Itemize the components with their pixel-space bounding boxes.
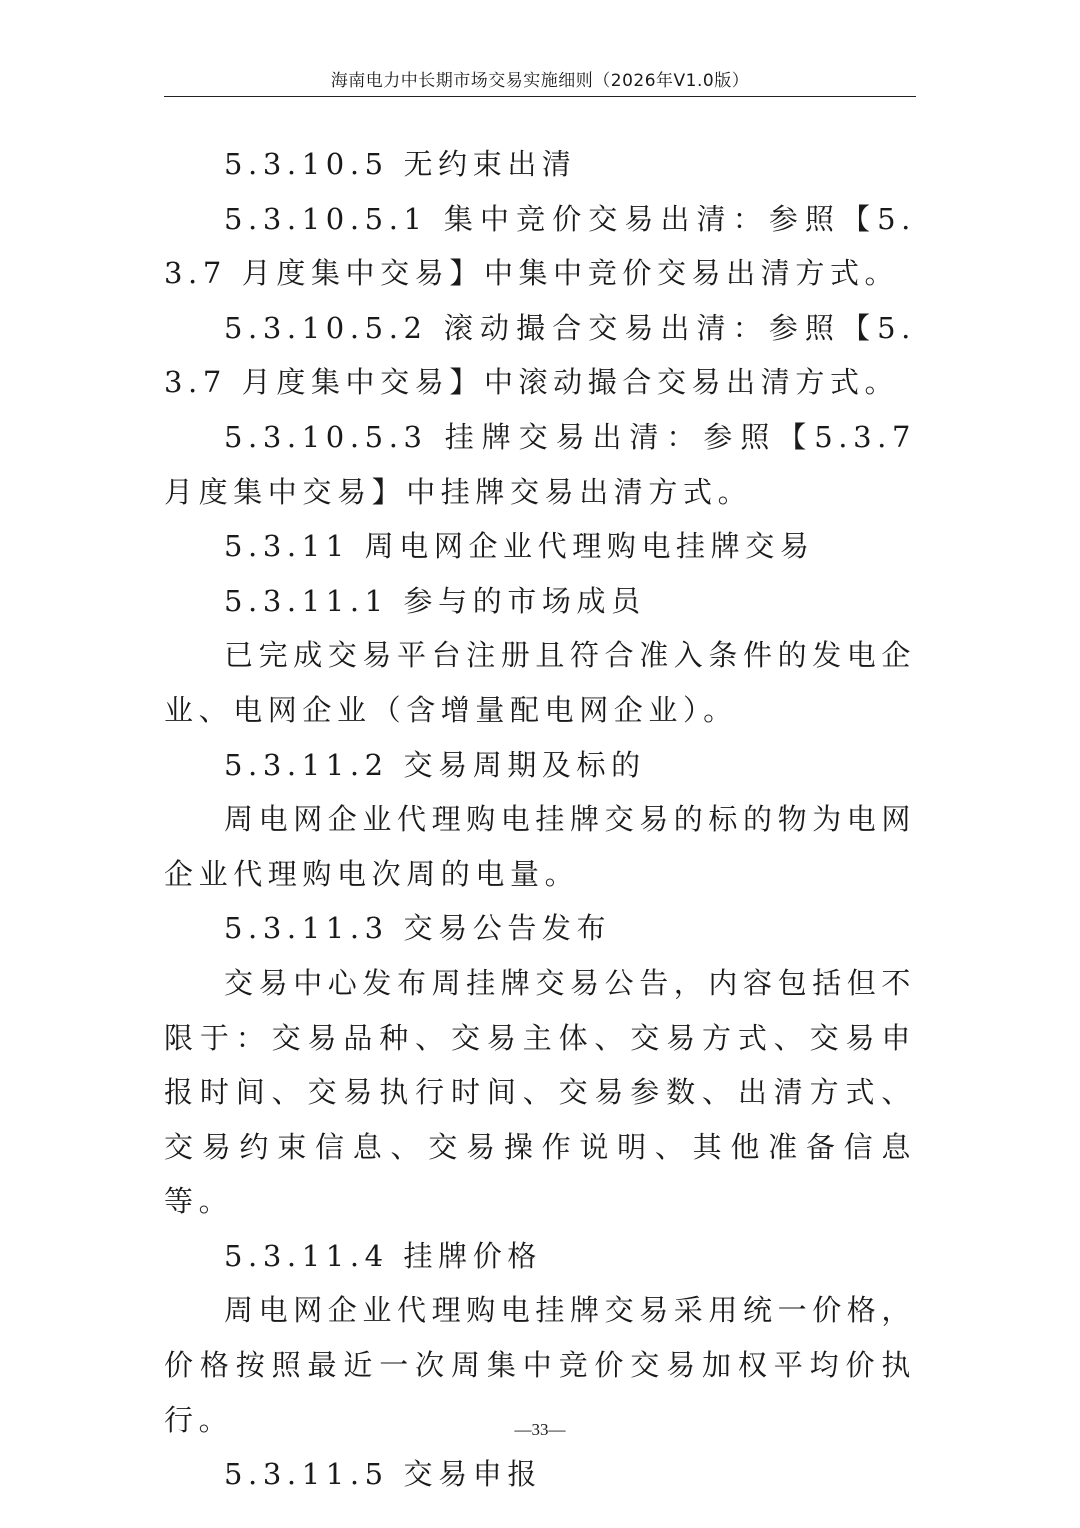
section-heading: 5.3.11.5 交易申报 xyxy=(224,1457,542,1492)
page-number: —33— xyxy=(514,1420,566,1439)
section-heading: 5.3.11.4 挂牌价格 xyxy=(224,1238,542,1273)
section-heading: 5.3.11.1 参与的市场成员 xyxy=(224,583,646,618)
paragraph: 交易中心发布周挂牌交易公告，内容包括但不限于：交易品种、交易主体、交易方式、交易申报时间、交易执行时间、交易参数、出清方式、交易约束信息、交易操作说明、其他准备信息等。 xyxy=(164,965,917,1219)
section-heading: 5.3.11 周电网企业代理购电挂牌交易 xyxy=(224,529,815,564)
paragraph: 已完成交易平台注册且符合准入条件的发电企业、电网企业（含增量配电网企业）。 xyxy=(164,638,917,727)
paragraph: 5.3.10.5.3 挂牌交易出清：参照【5.3.7 月度集中交易】中挂牌交易出清方式。 xyxy=(164,419,916,509)
paragraph: 周电网企业代理购电挂牌交易的标的物为电网企业代理购电次周的电量。 xyxy=(164,802,917,891)
section-heading: 5.3.11.3 交易公告发布 xyxy=(224,911,612,946)
header-divider xyxy=(164,96,916,97)
section-heading: 5.3.11.2 交易周期及标的 xyxy=(224,747,646,782)
paragraph: 5.3.10.5.1 集中竞价交易出清：参照【5.3.7 月度集中交易】中集中竞价交易出清方式。 xyxy=(164,201,916,291)
paragraph: 5.3.10.5.2 滚动撮合交易出清：参照【5.3.7 月度集中交易】中滚动撮合交易出清方式。 xyxy=(164,310,916,400)
body-text xyxy=(164,137,916,1502)
section-heading: 5.3.10.5 无约束出清 xyxy=(224,147,577,181)
paragraph: 周电网企业代理购电挂牌交易采用统一价格，价格按照最近一次周集中竞价交易加权平均价执行。 xyxy=(164,1293,917,1437)
running-header-title: 海南电力中长期市场交易实施细则（2026年V1.0版） xyxy=(330,71,750,91)
